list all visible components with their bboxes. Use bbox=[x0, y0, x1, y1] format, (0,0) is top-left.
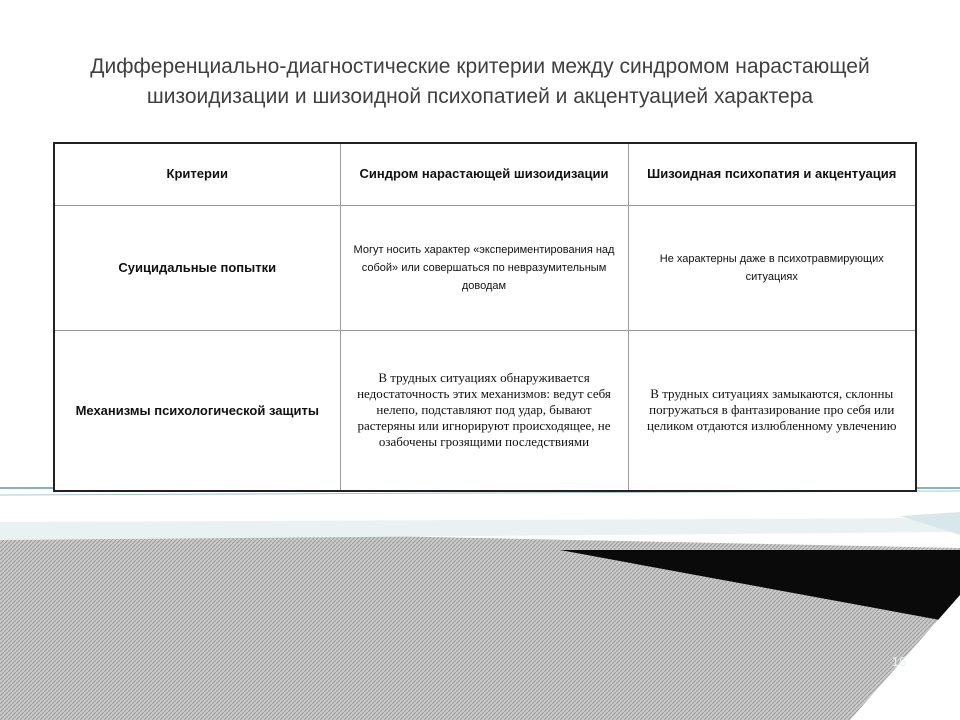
page-number: 16 bbox=[891, 654, 907, 669]
criteria-table bbox=[53, 142, 917, 492]
slide-title bbox=[40, 52, 920, 112]
row-psychopathy-cell: В трудных ситуациях замыкаются, склонны погружаться в фантазирование про себя или целиком отдаются излюбленному увлечению bbox=[628, 330, 916, 491]
table-header-row bbox=[54, 143, 916, 205]
row-psychopathy-cell: Не характерны даже в психотравмирующих ситуациях bbox=[628, 205, 916, 330]
row-syndrome-cell: Могут носить характер «экспериментирования над собой» или совершаться по невразумительным доводам bbox=[340, 205, 628, 330]
header-schizoid-psychopathy: Шизоидная психопатия и акцентуация bbox=[628, 143, 916, 205]
table-row bbox=[54, 330, 916, 491]
slide-title-line-2: шизоидизации и шизоидной психопатией и акцентуацией характера bbox=[146, 85, 814, 108]
row-syndrome-cell: В трудных ситуациях обнаруживается недостаточность этих механизмов: ведут себя нелепо, подставляют под удар, бывают растеряны или игнорируют происходящее, не озабочены грозящими последствиями bbox=[340, 330, 628, 491]
header-schizoidization-syndrome: Синдром нарастающей шизоидизации bbox=[340, 143, 628, 205]
row-criterion: Механизмы психологической защиты bbox=[54, 330, 340, 491]
light-wedge-decoration bbox=[0, 518, 960, 540]
table-row bbox=[54, 205, 916, 330]
header-criteria: Критерии bbox=[54, 143, 340, 205]
row-criterion: Суицидальные попытки bbox=[54, 205, 340, 330]
slide-title-line-1: Дифференциально-диагностические критерии между синдромом нарастающей bbox=[90, 55, 870, 78]
